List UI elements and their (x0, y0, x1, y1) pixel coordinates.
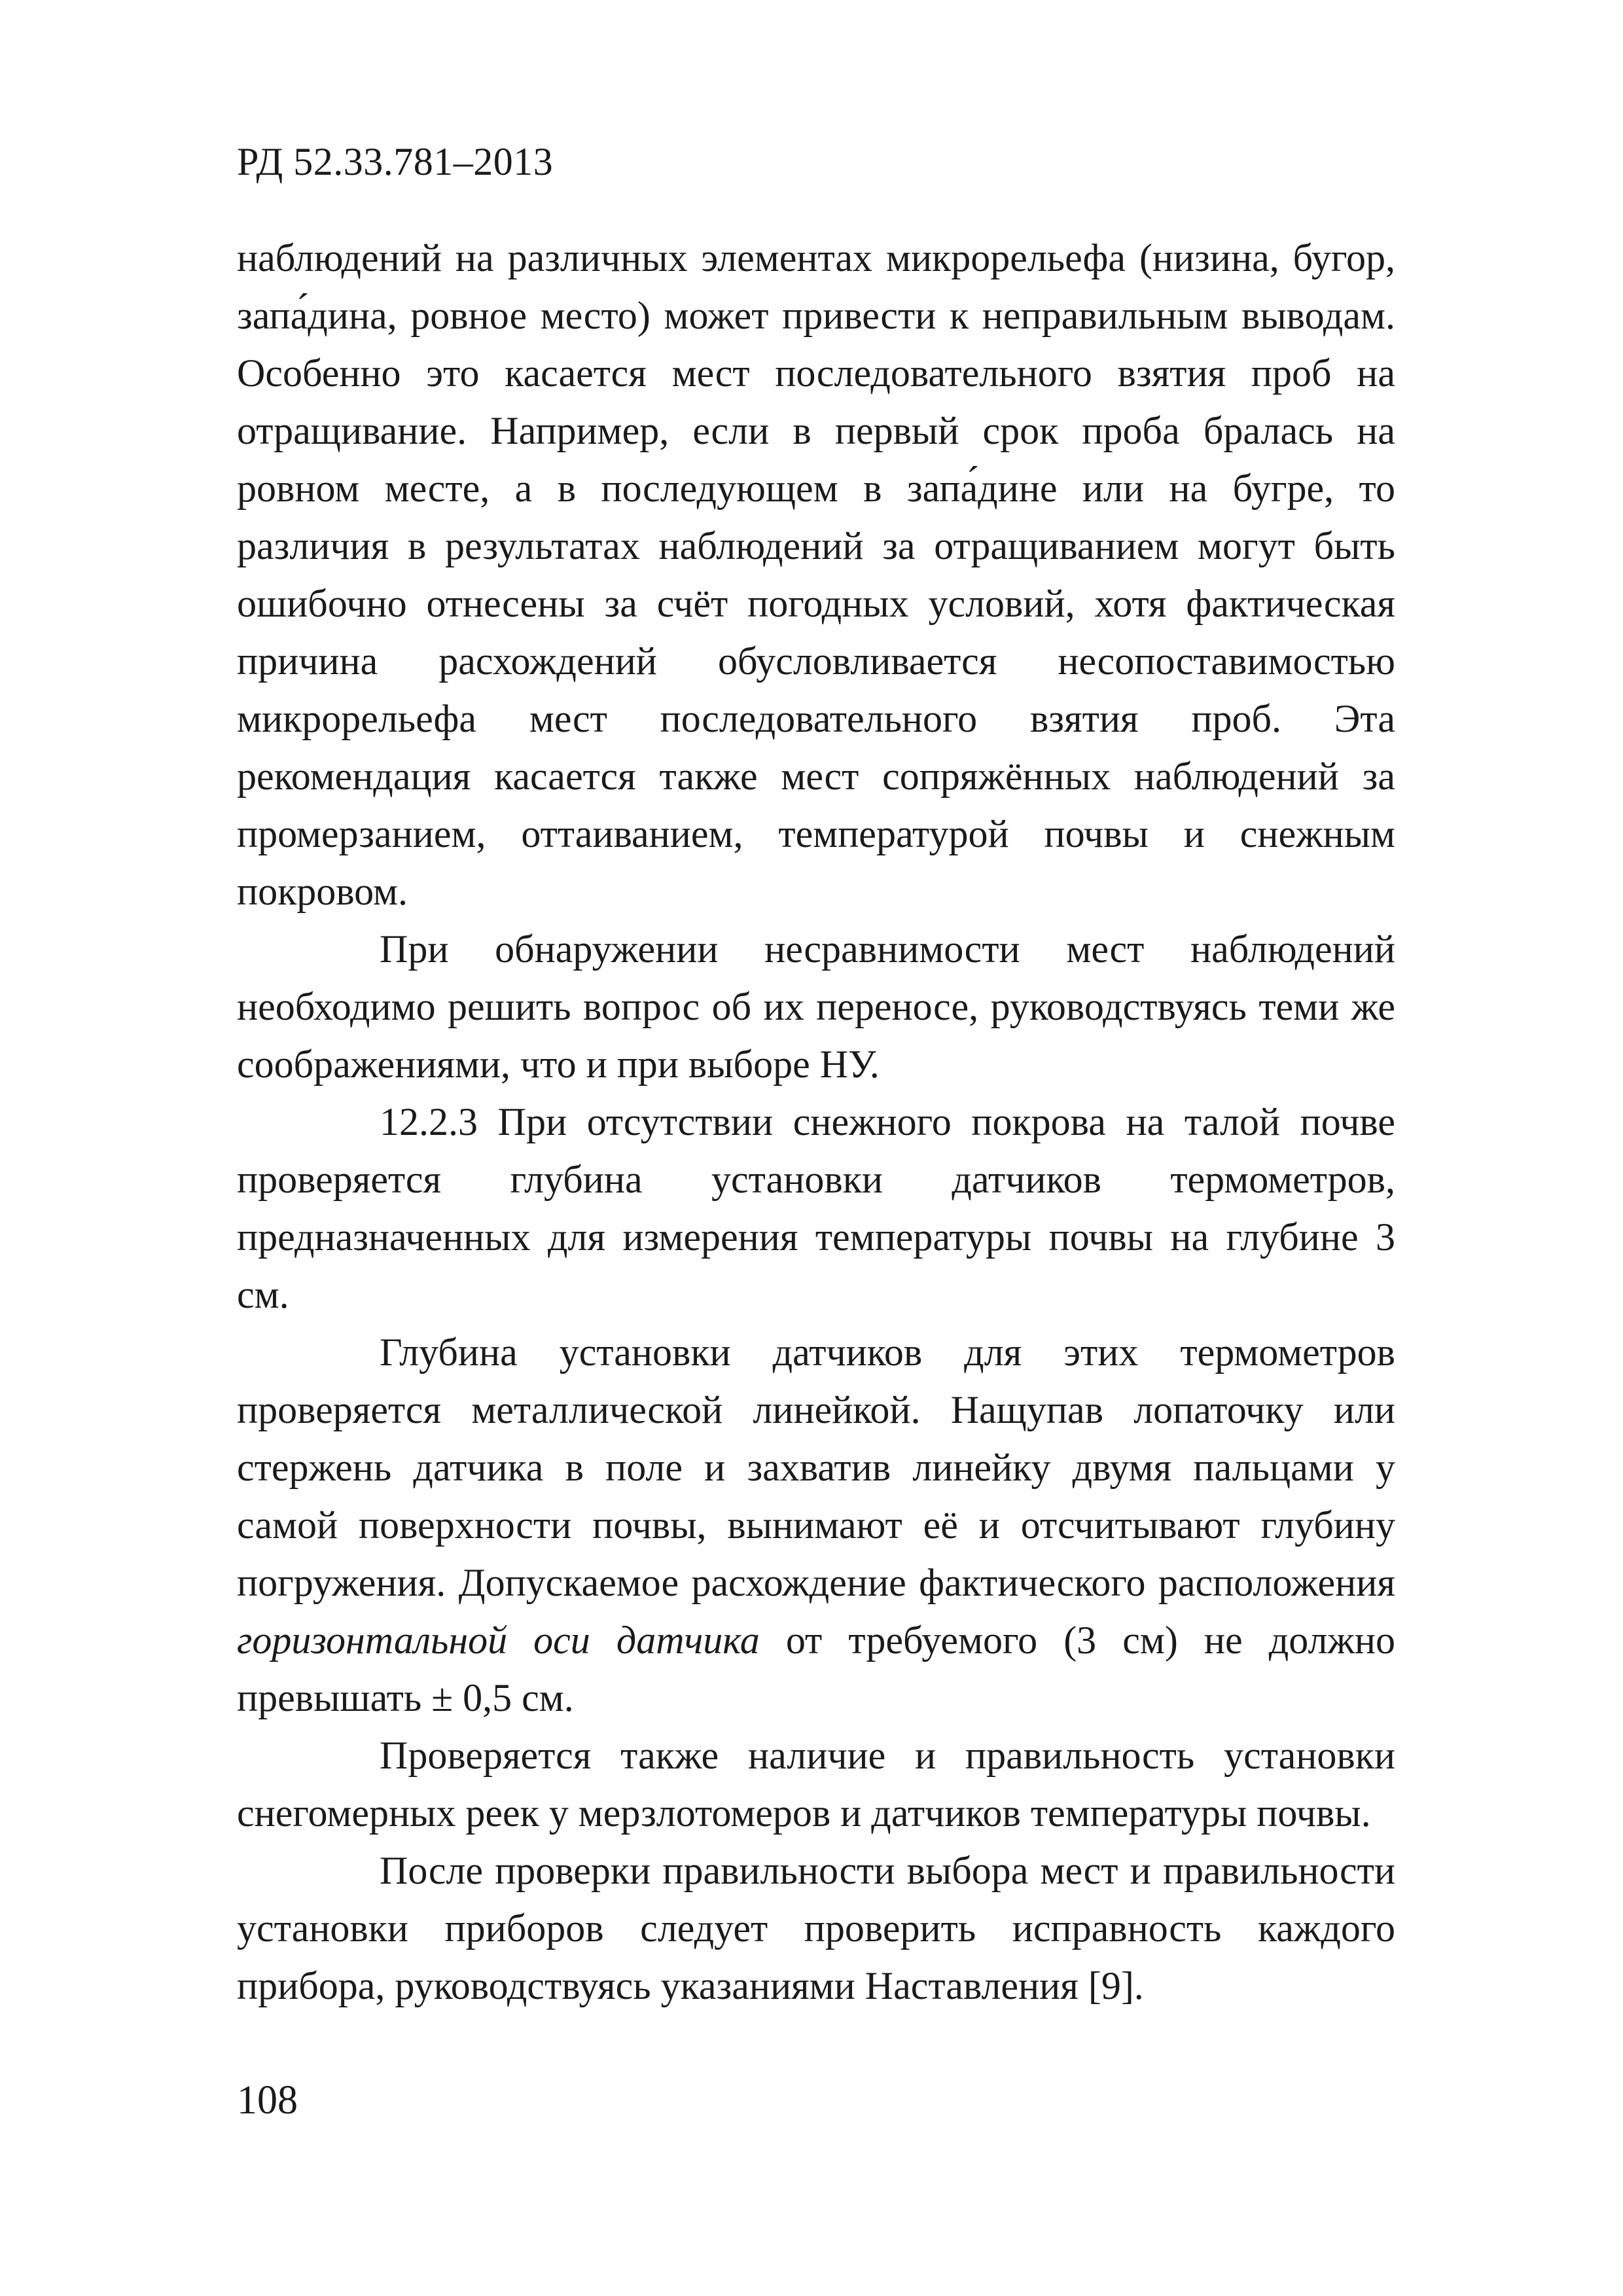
paragraph-clause-12-2-3: 12.2.3 При отсутствии снежного покрова на талой почве проверяется глубина установки датчиков термометров, предназначенных для измерения температуры почвы на глубине 3 см. (237, 1100, 1395, 1316)
paragraph: При обнаружении несравнимости мест наблюдений необходимо решить вопрос об их переносе, руководствуясь теми же соображениями, что и при выборе НУ. (237, 927, 1395, 1086)
page-number: 108 (237, 2078, 298, 2123)
body-text (237, 229, 1395, 2015)
paragraph-text: от требуемого (3 см) не должно превышать ± 0,5 см. (237, 1619, 1395, 1719)
running-header: РД 52.33.781–2013 (237, 140, 554, 183)
paragraph-continuation: наблюдений на различных элементах микрорельефа (низина, бугор, запа́дина, ровное место) может привести к неправильным выводам. Особенно это касается мест последовательного взятия проб на отращивание. Например, если в первый срок проба бралась на ровном месте, а в последующем в запа́дине или на бугре, то различия в результатах наблюдений за отращиванием могут быть ошибочно отнесены за счёт погодных условий, хотя фактическая причина расхождений обусловливается несопоставимостью микрорельефа мест последовательного взятия проб. Эта рекомендация касается также мест сопряжённых наблюдений за промерзанием, оттаиванием, температурой почвы и снежным покровом. (237, 236, 1395, 913)
paragraph: После проверки правильности выбора мест и правильности установки приборов следует проверить исправность каждого прибора, руководствуясь указаниями Наставления [9]. (237, 1849, 1395, 2007)
paragraph (237, 1323, 1395, 1727)
italic-term: горизонтальной оси датчика (237, 1619, 760, 1662)
paragraph-text: Глубина установки датчиков для этих термометров проверяется металлической линейкой. Нащупав лопаточку или стержень датчика в поле и захватив линейку двумя пальцами у самой поверхности почвы, вынимают её и отсчитывают глубину погружения. Допускаемое расхождение фактического расположения (237, 1331, 1395, 1604)
paragraph: Проверяется также наличие и правильность установки снегомерных реек у мерзлотомеров и датчиков температуры почвы. (237, 1734, 1395, 1835)
